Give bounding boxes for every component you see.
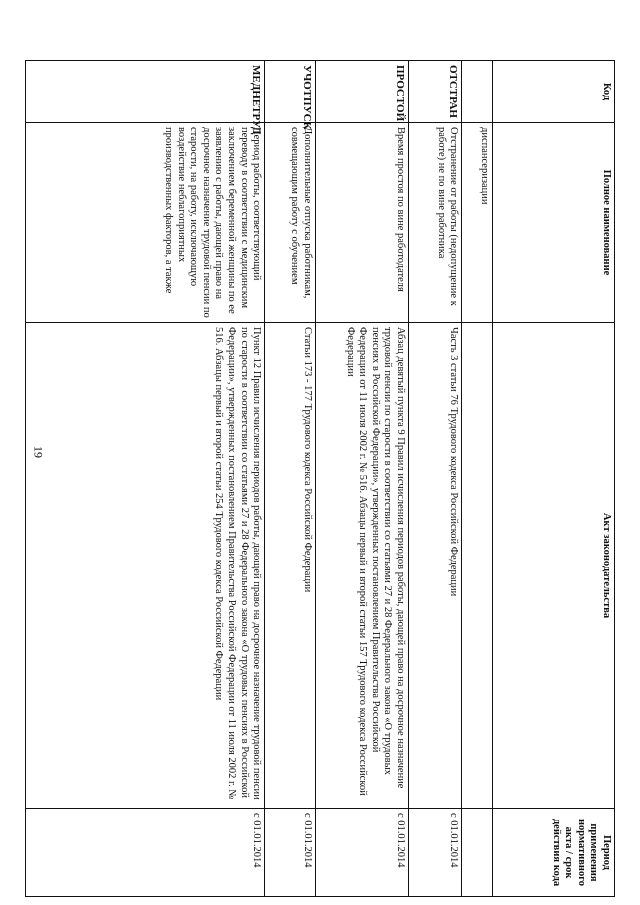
page-number: 19 xyxy=(31,446,46,458)
table-row xyxy=(409,61,462,897)
cell-code: ПРОСТОЙ xyxy=(316,61,409,123)
cell-name: диспансеризации xyxy=(462,123,493,323)
cell-name: Время простоя по вине работодателя xyxy=(316,123,409,323)
cell-act: Статьи 173 - 177 Трудового кодекса Российской Федерации xyxy=(265,323,316,809)
cell-date: с 01.01.2014 xyxy=(26,809,265,897)
cell-date xyxy=(462,809,493,897)
table-row xyxy=(265,61,316,897)
cell-code xyxy=(462,61,493,123)
table-row xyxy=(26,61,265,897)
cell-date: с 01.01.2014 xyxy=(409,809,462,897)
cell-name: Дополнительные отпуска работникам, совмещающим работу с обучением xyxy=(265,123,316,323)
cell-date: с 01.01.2014 xyxy=(265,809,316,897)
cell-name: Отстранение от работы (недопущение к работе) не по вине работника xyxy=(409,123,462,323)
header-code: Код xyxy=(493,61,615,123)
table-row xyxy=(316,61,409,897)
codes-table xyxy=(25,60,615,897)
cell-code: УЧОТПУСК xyxy=(265,61,316,123)
cell-code: ОТСТРАН xyxy=(409,61,462,123)
table-header-row xyxy=(493,61,615,897)
cell-act: Абзац девятый пункта 9 Правил исчисления периодов работы, дающей право на досрочное назначение трудовой пенсии по старости в соответствии со статьями 27 и 28 Федерального закона «О трудовых пенсиях в Российской Федерации», утвержденных постановлением Правительства Российской Федерации от 11 июля 2002 г. № 516. Абзацы первый и второй статьи 157 Трудового кодекса Российской Федерации xyxy=(316,323,409,809)
cell-name: Период работы, соответствующий переводу в соответствии с медицинским заключением беременной женщины по ее заявлению с работы, дающей право на досрочное назначение трудовой пенсии по старости, на работу, исключающую воздействие неблагоприятных производственных факторов, а также xyxy=(26,123,265,323)
cell-act xyxy=(462,323,493,809)
header-name: Полное наименование xyxy=(493,123,615,323)
cell-date: с 01.01.2014 xyxy=(316,809,409,897)
header-act: Акт законодательства xyxy=(493,323,615,809)
cell-act: Часть 3 статьи 76 Трудового кодекса Российской Федерации xyxy=(409,323,462,809)
cell-code: МЕДНЕТРУД xyxy=(26,61,265,123)
table-row xyxy=(462,61,493,897)
header-date: Период применения нормативного акта / срок действия кода xyxy=(493,809,615,897)
cell-act: Пункт 12 Правил исчисления периодов работы, дающей право на досрочное назначение трудовой пенсии по старости в соответствии со статьями 27 и 28 Федерального закона «О трудовых пенсиях в Российской Федерации», утвержденных постановлением Правительства Российской Федерации от 11 июля 2002 г. № 516. Абзацы первый и второй статьи 254 Трудового кодекса Российской Федерации xyxy=(26,323,265,809)
codes-table-container xyxy=(25,60,615,896)
